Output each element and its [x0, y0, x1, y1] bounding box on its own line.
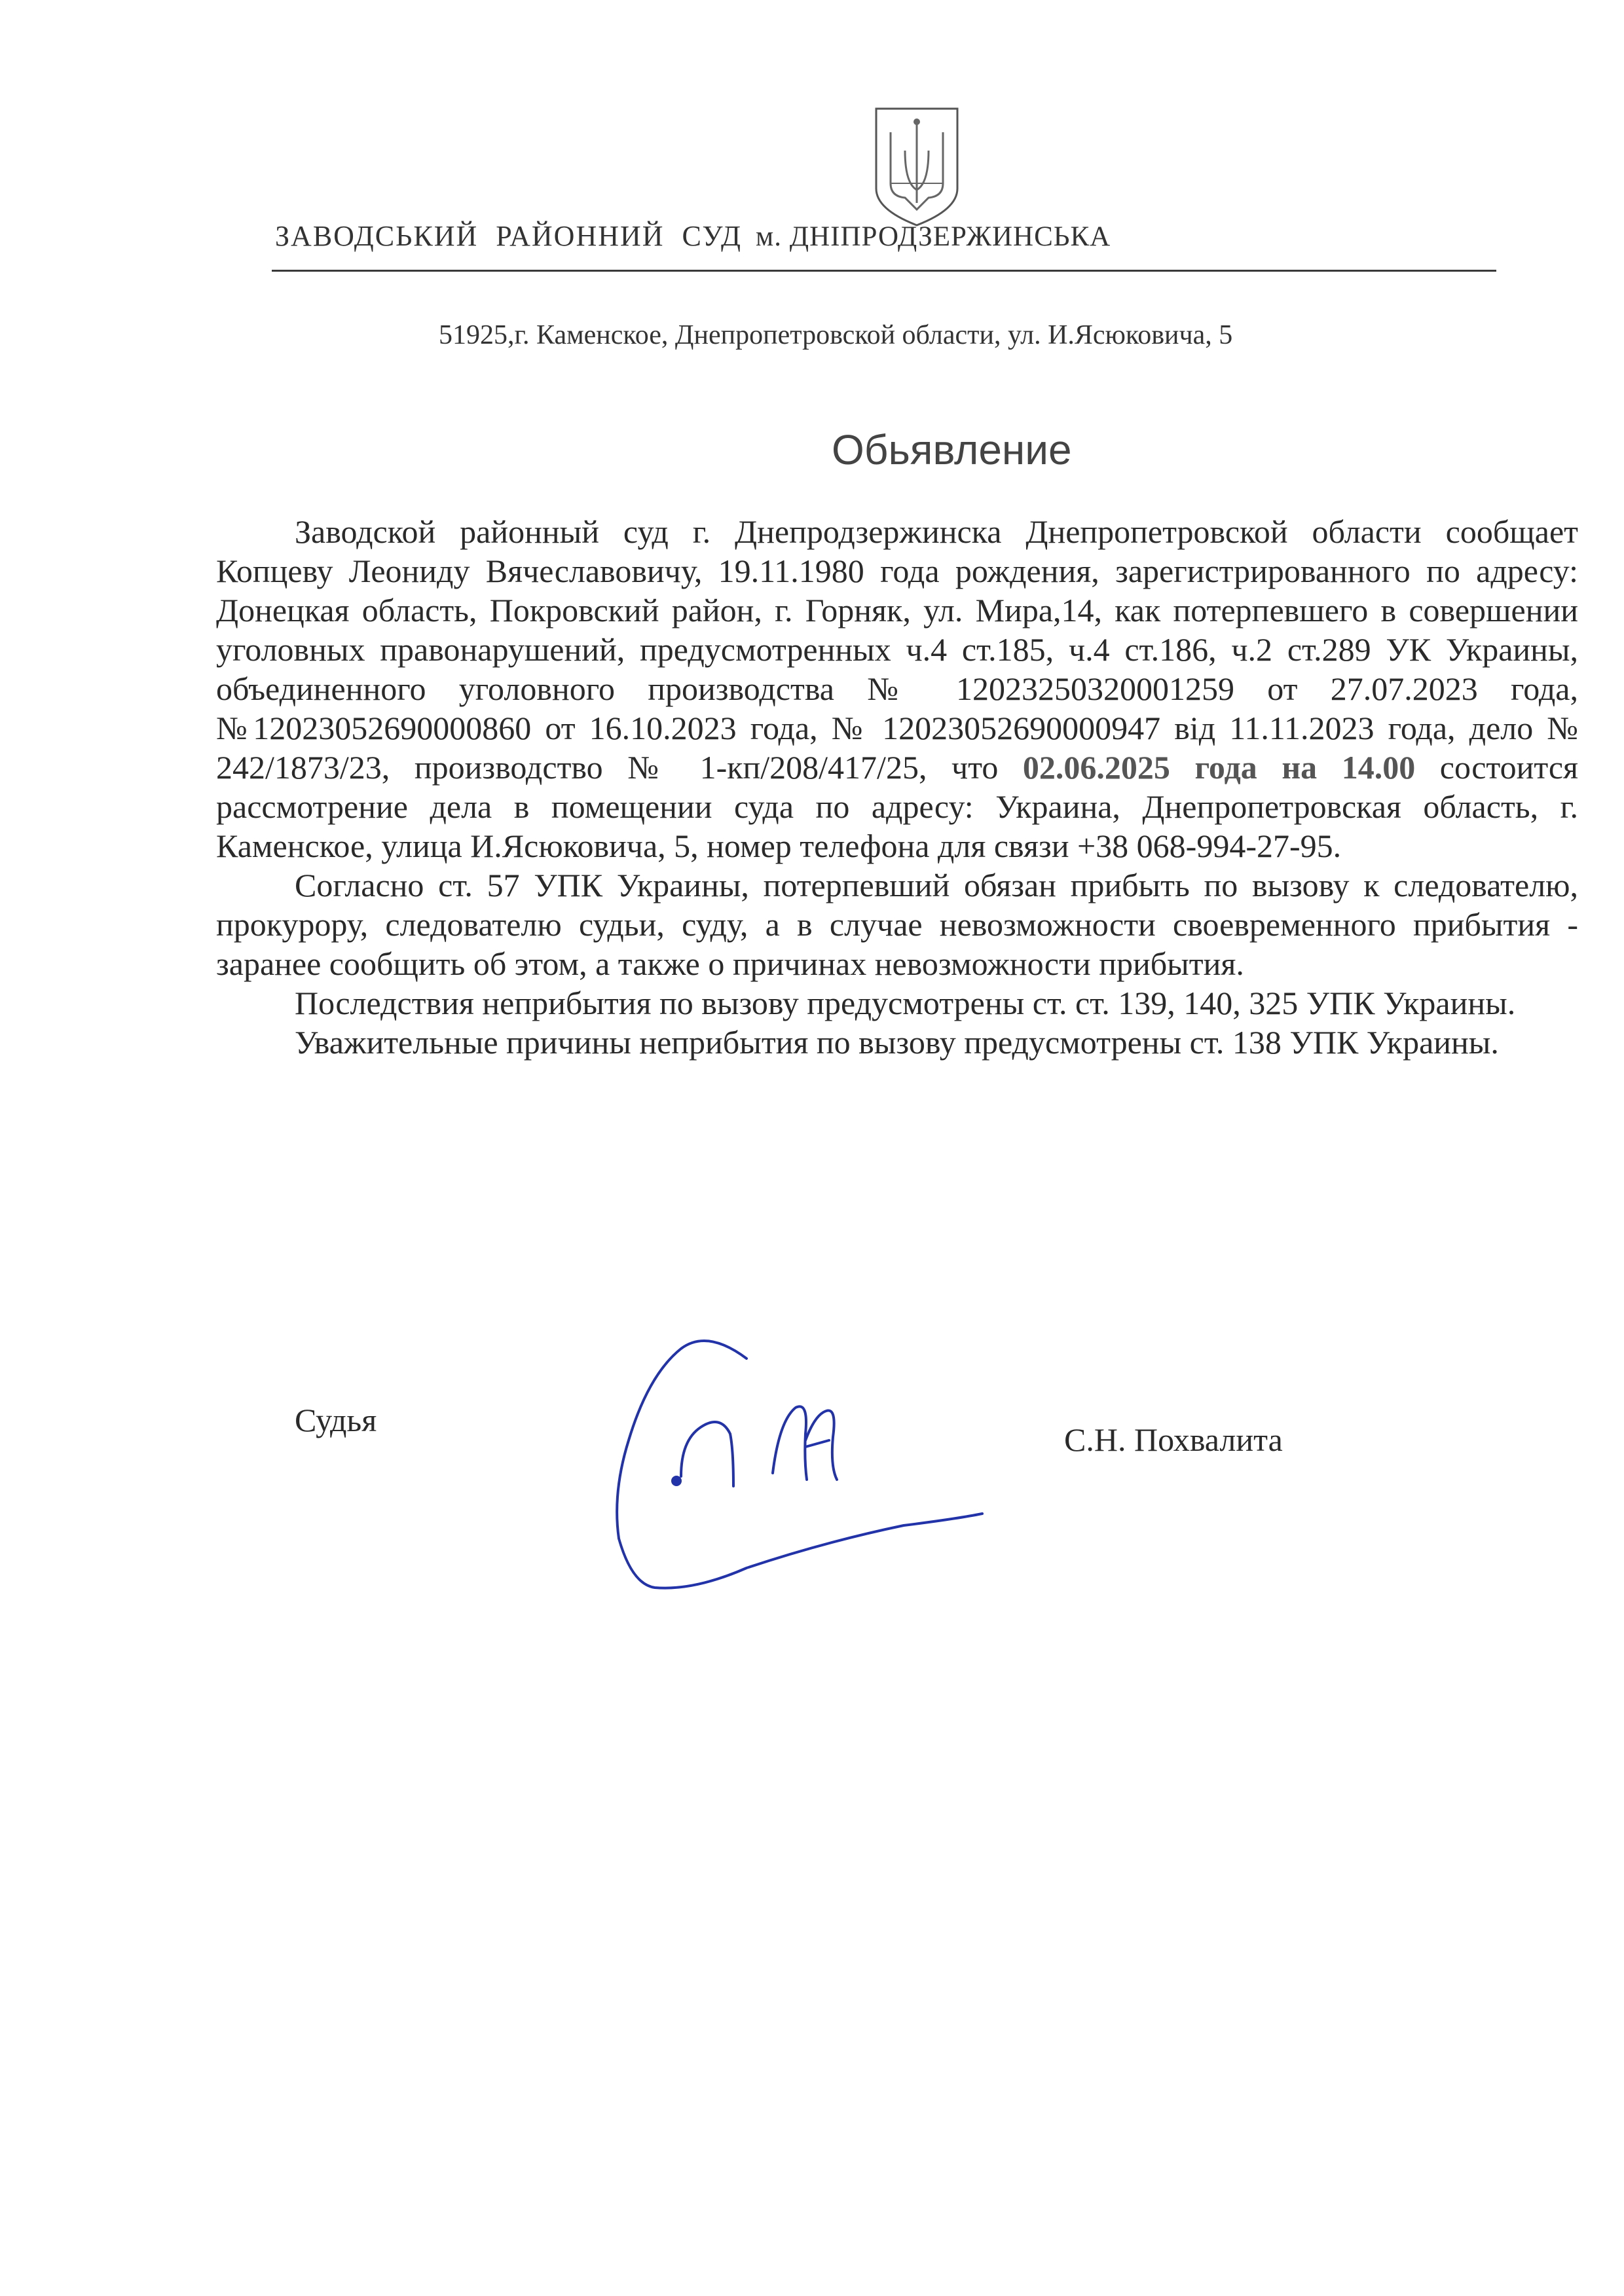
paragraph-1-text-a: Заводской районный суд г. Днепродзержинска Днепропетровской области сообщает Копцеву Леониду Вячеславовичу, 19.11.1980 года рождения, зарегистрированного по адресу: Донецкая область, Покровский район, г. Горняк, ул. Мира,14, как потерпевшего в совершении уголовных правонарушений, предусмотренных ч.4 ст.185, ч.4 ст.186, ч.2 ст.289 УК Украины, объединенного уголовного производства № 12023250320001259 от 27.07.2023 года, №12023052690000860 от 16.10.2023 года, № 12023052690000947 від 11.11.2023 года, дело № 242/1873/23, производство № 1-кп/208/417/25, что	[216, 513, 1578, 786]
court-name-city: м. ДНІПРОДЗЕРЖИНСЬКА	[756, 221, 1111, 252]
court-address: 51925,г. Каменское, Днепропетровской области, ул. И.Ясюковича, 5	[439, 320, 1233, 350]
court-name-main: ЗАВОДСЬКИЙ РАЙОННИЙ СУД	[275, 220, 743, 252]
judge-role: Судья	[295, 1402, 377, 1438]
judge-name: С.Н. Похвалита	[1064, 1421, 1283, 1458]
paragraph-3: Последствия неприбытия по вызову предусмотрены ст. ст. 139, 140, 325 УПК Украины.	[295, 985, 1516, 1021]
paragraph-2: Согласно ст. 57 УПК Украины, потерпевший обязан прибыть по вызову к следователю, прокурору, следователю судьи, суду, а в случае невозможности своевременного прибытия - заранее сообщить об этом, а также о причинах невозможности прибытия.	[216, 867, 1578, 982]
paragraph-4: Уважительные причины неприбытия по вызову предусмотрены ст. 138 УПК Украины.	[295, 1024, 1499, 1061]
page-title: Обьявление	[832, 426, 1072, 473]
hearing-datetime: 02.06.2025 года на 14.00	[1022, 749, 1416, 786]
paragraph-1-text-b: состоится рассмотрение дела в помещении суда по адресу: Украина, Днепропетровская область, г. Каменское, улица И.Ясюковича, 5, номер телефона для связи +38 068-994-27-95.	[216, 749, 1579, 864]
